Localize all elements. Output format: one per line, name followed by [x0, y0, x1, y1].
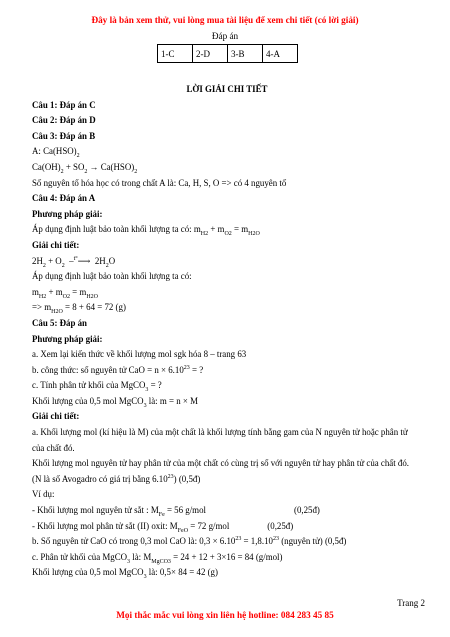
solution-heading: LỜI GIẢI CHI TIẾT: [186, 84, 268, 94]
question-2-answer: Câu 2: Đáp án D: [32, 115, 96, 126]
preview-notice: Đây là bản xem thử, vui lòng mua tài liệu để xem chi tiết (có lời giải): [91, 15, 359, 25]
q5-definition-3: Khối lượng mol nguyên tử hay phân tử của một chất có cùng trị số với nguyên tử hay phân tử của chất đó.: [32, 458, 410, 469]
q4-equation: $2H_2 + O_2$ –$^{t^\circ}$⟶ $2H_2O$: [32, 255, 116, 269]
q5-solution-b: b. Số nguyên tử CaO có trong 0,3 mol CaO là: $0,3 \times 6.10^{23} = 1,8.10^{23}$ (nguyên tử) (0,5đ): [32, 536, 347, 547]
detail-label: Giải chi tiết:: [32, 239, 80, 250]
q5-example-label: Ví dụ:: [32, 489, 55, 500]
q4-mass-equation: $m_{H2} + m_{O2} = m_{H2O}$: [32, 286, 98, 300]
method-label: Phương pháp giải:: [32, 333, 103, 344]
answer-cell-4: 4-A: [263, 45, 298, 63]
solution-body: [32, 85, 422, 584]
question-4-answer: Câu 4: Đáp án A: [32, 193, 96, 204]
q4-result: => $m_{H2O} = 8 + 64 = 72$ (g): [32, 302, 126, 316]
question-1-answer: Câu 1: Đáp án C: [32, 99, 96, 110]
q5-method-a: a. Xem lại kiến thức về khối lượng mol sgk hóa 8 – trang 63: [32, 349, 247, 360]
q3-element-count: Số nguyên tố hóa học có trong chất A là: Ca, H, S, O => có 4 nguyên tố: [32, 177, 287, 188]
answer-key-table: [157, 44, 298, 63]
detail-label: Giải chi tiết:: [32, 411, 80, 422]
page-number: Trang 2: [397, 598, 425, 608]
answer-cell-2: 2-D: [193, 45, 228, 63]
q5-solution-c: c. Phân tử khối của MgCO$_3$ là: $M_{MgCO3} = 24 + 12 + 3\times 16 = 84$ (g/mol): [32, 551, 283, 565]
q3-compound-a: A: $Ca(HSO)_2$: [32, 146, 80, 160]
table-row: [158, 45, 298, 63]
hotline-notice: Mọi thắc mắc vui lòng xin liên hệ hotline: 084 283 45 85: [116, 610, 334, 620]
question-5-answer: Câu 5: Đáp án: [32, 317, 87, 328]
answer-key-title: Đáp án: [211, 31, 239, 41]
q3-equation: $Ca(OH)_2 + SO_2 \to Ca(HSO)_2$: [32, 161, 138, 175]
q5-example-2: - Khối lượng mol phân tử sắt (II) oxit: $M_{FeO} = 72$ g/mol (0,25đ): [32, 520, 294, 534]
method-label: Phương pháp giải:: [32, 208, 103, 219]
q5-final-mass: Khối lượng của 0,5 mol MgCO$_3$ là: 0,5× 84 = 42 (g): [32, 567, 218, 581]
q5-definition-2: của chất đó.: [32, 442, 75, 453]
q5-method-b: b. công thức: số nguyên tử CaO = $n \times 6.10^{23}$ = ?: [32, 364, 204, 375]
q4-conservation: Áp dụng định luật bảo toàn khối lượng ta có:: [32, 271, 192, 282]
q5-definition-1: a. Khối lượng mol (kí hiệu là M) của một chất là khối lượng tính bằng gam của N nguyên tử hoặc phân tử: [32, 427, 408, 438]
question-3-answer: Câu 3: Đáp án B: [32, 130, 96, 141]
answer-cell-1: 1-C: [158, 45, 193, 63]
q5-definition-4: (N là số Avogadro có giá trị bằng 6.10$^{23}$) (0,5đ): [32, 473, 201, 484]
q4-method: Áp dụng định luật bảo toàn khối lượng ta có: $m_{H2} + m_{O2} = m_{H2O}$: [32, 224, 260, 238]
answer-cell-3: 3-B: [228, 45, 263, 63]
q5-method-c: c. Tính phân tử khối của MgCO$_3$ = ?: [32, 380, 162, 394]
q5-example-1: - Khối lượng mol nguyên tử sắt : $M_{Fe} = 56$ g/mol (0,25đ): [32, 505, 320, 518]
q5-method-mass: Khối lượng của 0,5 mol MgCO$_3$ là: m = n × M: [32, 395, 198, 409]
